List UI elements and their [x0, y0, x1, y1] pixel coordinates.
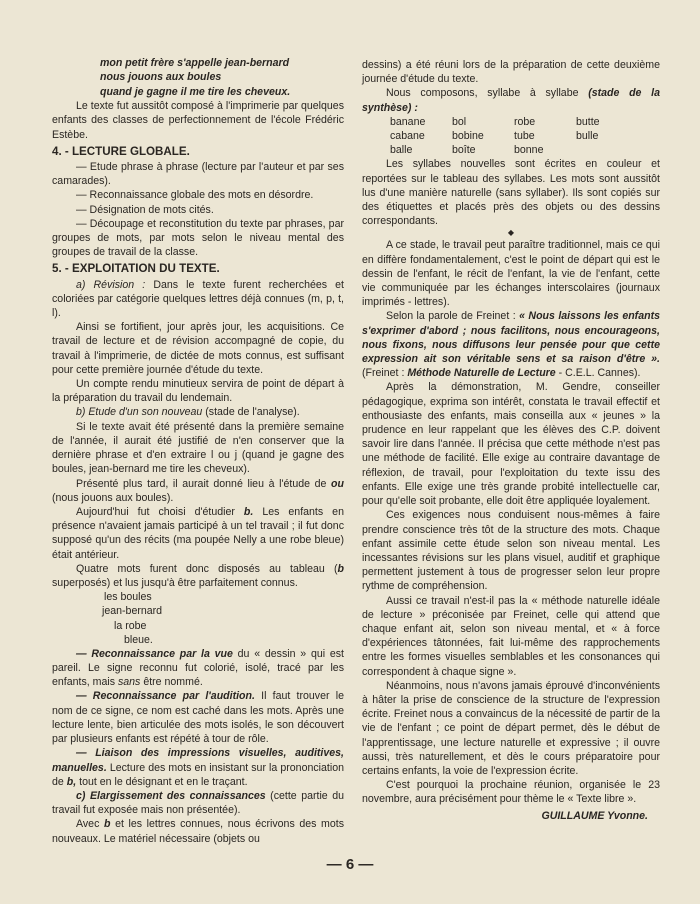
- syllable-word: tube: [514, 130, 535, 143]
- text: Dans le texte furent recherchées et coloriées par catégorie quelques lettres déjà connues (m, p, t, l).: [52, 278, 344, 320]
- right-column: [362, 58, 660, 823]
- word-list: [52, 590, 344, 647]
- paragraph-freinet-quote: [362, 309, 660, 380]
- text: superposés) et lus jusqu'à être parfaitement connus.: [52, 576, 298, 589]
- paragraph: Aussi ce travail n'est-il pas la « méthode naturelle idéale de lecture » préconisée par Freinet, celle qui attend que chaque enfant ait, selon son niveau mental, et « à force d'expériences tâtonnées, fait lui-même des rapprochements entre les formes visuelles semblables et les consonances qui correspondent à chaque signe ».: [362, 594, 660, 678]
- text-emphasis: (stade de la synthèse) :: [362, 87, 660, 114]
- syllable-table: [362, 115, 660, 158]
- list-item: — Découpage et reconstitution du texte par phrases, par groupes de mots, par mots selon le niveau mental des groupes de travail de la classe.: [52, 217, 344, 259]
- text-emphasis: b,: [66, 775, 77, 788]
- syllable-word: bobine: [452, 130, 484, 143]
- poem-line: nous jouons aux boules: [100, 71, 222, 84]
- text-emphasis: — Liaison des impressions visuelles, auditives, manuelles.: [52, 747, 344, 774]
- word-item: jean-bernard: [102, 605, 163, 618]
- paragraph: [52, 689, 344, 746]
- paragraph: Si le texte avait été présenté dans la première semaine de l'année, il aurait été justifié de n'en conserver que la dernière phrase et d'en extraire l ou j (quand je gagne des boules, jean-bernard me tire les cheveux).: [52, 420, 344, 476]
- syllable-word: butte: [576, 115, 600, 128]
- syllable-word: robe: [514, 115, 536, 128]
- section-heading-exploitation: 5. - EXPLOITATION DU TEXTE.: [52, 262, 220, 276]
- text: - C.E.L. Cannes).: [558, 367, 641, 380]
- paragraph: [52, 817, 344, 845]
- paragraph-elargissement: [52, 789, 344, 817]
- word-item: la robe: [114, 619, 147, 632]
- text-emphasis: b.: [243, 505, 254, 518]
- text: Il faut trouver le nom de ce signe, ce nom est caché dans les mots. Après une lecture lente, bien articulée des mots isolés, le son découvert par plusieurs enfants est répété à tour de rôle.: [52, 690, 344, 746]
- text: du « dessin » qui est pareil. Le signe reconnu fut colorié, isolé, tracé par les enfants, mais: [52, 647, 344, 689]
- paragraph: [362, 86, 660, 114]
- syllable-word: cabane: [390, 130, 425, 143]
- paragraph: Après la démonstration, M. Gendre, conseiller pédagogique, exprima son intérêt, constata le travail effectif et enthousiaste des enfants, mais conseilla aux « jeunes » la prudence en leur rappelant que les élèves des C.P. doivent savoir lire dans l'année. Il précisa que cette méthode n'est pas une méthode de facilité. Elle exige au contraire davantage de réflexion, de travail, pour l'exploitation du texte issu des enfants. Elle exige une très grande probité intellectuelle car, pour qu'elle soit probante, elle doit être appliquée loyalement.: [362, 381, 660, 508]
- paragraph-son-nouveau: [52, 405, 344, 419]
- poem-line: mon petit frère s'appelle jean-bernard: [100, 57, 290, 69]
- diamond-separator-icon: ◆: [507, 228, 515, 238]
- syllable-word: bonne: [514, 144, 544, 157]
- list-item: — Désignation de mots cités.: [76, 203, 214, 216]
- syllable-word: [576, 143, 636, 157]
- paragraph: Les syllabes nouvelles sont écrites en couleur et reportées sur le tableau des syllabes. Les mots sont aussitôt lus d'une manière naturelle (sans syllaber). Ils sont copiés sur des étiquettes et placés près des objets ou des dessins correspondants.: [362, 158, 660, 228]
- citation-title: Méthode Naturelle de Lecture: [407, 367, 556, 380]
- subheading-revision: a) Révision :: [76, 278, 146, 291]
- text-emphasis: sans: [117, 676, 141, 689]
- paragraph: [52, 746, 344, 789]
- syllable-word: balle: [390, 144, 413, 157]
- text: (Freinet :: [362, 367, 405, 380]
- subheading-elargissement: c) Elargissement des connaissances: [76, 789, 266, 802]
- text-emphasis: ou: [331, 477, 344, 490]
- paragraph: Le texte fut aussitôt composé à l'imprimerie par quelques enfants des classes de perfectionnement de l'école Frédéric Estèbe.: [52, 100, 344, 141]
- text: Aujourd'hui fut choisi d'étudier: [76, 505, 235, 518]
- section-heading-lecture-globale: 4. - LECTURE GLOBALE.: [52, 144, 190, 158]
- text: Avec: [76, 818, 100, 831]
- paragraph: A ce stade, le travail peut paraître traditionnel, mais ce qui en diffère fondamentalement, c'est le point de départ qui est le dessin de l'enfant, le récit de l'enfant, la vie de l'enfant, cette vie communiquée par les échanges interscolaires (journaux imprimés - lettres).: [362, 239, 660, 309]
- paragraph: [52, 505, 344, 562]
- paragraph: [52, 477, 344, 505]
- text: Nous composons, syllabe à syllabe: [386, 87, 579, 100]
- paragraph: [52, 562, 344, 590]
- poem-line: quand je gagne il me tire les cheveux.: [100, 85, 291, 98]
- text: Quatre mots furent donc disposés au tableau (: [76, 562, 338, 575]
- text: Les enfants en présence n'avaient jamais participé à un tel travail ; il fut donc supposé qu'un des récits (ma poupée Nelly a une robe bleue) était antérieur.: [52, 505, 344, 561]
- paragraph: dessins) a été réuni lors de la préparation de cette deuxième journée d'étude du texte.: [362, 59, 660, 86]
- text: Présenté plus tard, il aurait donné lieu à l'étude de: [76, 477, 327, 490]
- text: (stade de l'analyse).: [205, 406, 300, 419]
- text: (nous jouons aux boules).: [52, 491, 174, 504]
- syllable-word: bol: [452, 115, 467, 128]
- page-number: — 6 —: [326, 856, 374, 873]
- paragraph: Ainsi se fortifient, jour après jour, les acquisitions. Ce travail de lecture et de révision accompagné de copie, du travail à l'imprimerie, de dictée de mots connus, est suffisant pour cette première journée d'étude du texte.: [52, 321, 344, 376]
- paragraph: [52, 647, 344, 690]
- word-item: bleue.: [124, 633, 153, 646]
- text: et les lettres connues, nous écrivons des mots nouveaux. Le matériel nécessaire (objets ou: [52, 818, 344, 845]
- text: Selon la parole de Freinet :: [386, 310, 516, 323]
- paragraph: Un compte rendu minutieux servira de point de départ à la préparation du travail du lendemain.: [52, 378, 344, 405]
- text-emphasis: b: [337, 562, 344, 575]
- syllable-word: boîte: [452, 144, 476, 157]
- paragraph: C'est pourquoi la prochaine réunion, organisée le 23 novembre, aura précisément pour thème le « Texte libre ».: [362, 779, 660, 806]
- syllable-word: bulle: [576, 130, 599, 143]
- word-item: les boules: [104, 591, 152, 604]
- left-column: [52, 56, 344, 846]
- syllable-word: banane: [390, 115, 426, 128]
- paragraph: Ces exigences nous conduisent nous-mêmes à faire prendre conscience très tôt de la structure des mots. Chaque enfant assimile cette étude selon son niveau mental. Les incessantes révisions sur les plans visuel, auditif et graphique permettent justement à tous de progresser selon leur propre rythme de compréhension.: [362, 509, 660, 593]
- list-item: — Etude phrase à phrase (lecture par l'auteur et par ses camarades).: [52, 161, 344, 188]
- subheading-son-nouveau: b) Etude d'un son nouveau: [76, 406, 203, 419]
- text-emphasis: b: [103, 818, 111, 831]
- text-emphasis: — Reconnaissance par l'audition.: [76, 690, 255, 703]
- author-signature: GUILLAUME Yvonne.: [541, 809, 648, 822]
- text: Lecture des mots en insistant sur la prononciation de: [52, 761, 344, 788]
- paragraph-revision: [52, 278, 344, 321]
- freinet-quote: « Nous laissons les enfants s'exprimer d'abord ; nous facilitons, nous encourageons, nous fixons, nous diffusons leur pensée pour que cette expression ait son véritable sens et sa raison d'être ».: [362, 310, 660, 366]
- paragraph: Néanmoins, nous n'avons jamais éprouvé d'inconvénients à hâter la prise de conscience de la structure de l'expression écrite. Freinet nous a convaincus de la nécessité de partir de la vie de l'enfant ; ce point de départ permet, dès le début de l'apprentissage, une lecture naturelle et expressive ; il ouvre aussi, très naturellement, et dès le cours préparatoire pour certains enfants, la voie de l'expression écrite.: [362, 679, 660, 777]
- list-item: — Reconnaissance globale des mots en désordre.: [76, 189, 314, 202]
- text-emphasis: — Reconnaissance par la vue: [76, 647, 233, 660]
- text: (cette partie du travail fut exposée mais non présentée).: [52, 789, 344, 817]
- child-text-poem: [52, 56, 344, 99]
- text: être nommé.: [143, 676, 203, 689]
- text: tout en le désignant et en le traçant.: [79, 775, 248, 788]
